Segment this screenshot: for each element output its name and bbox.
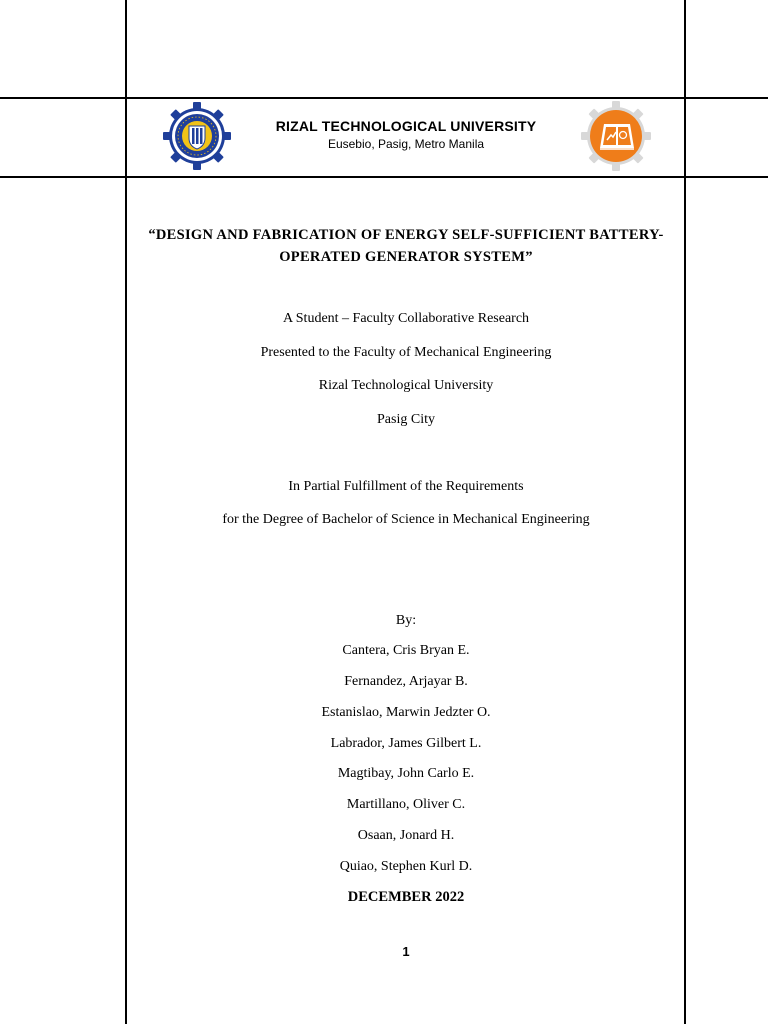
research-title <box>126 224 686 268</box>
submission-date: DECEMBER 2022 <box>347 889 465 905</box>
presentation-line-2: Presented to the Faculty of Mechanical Engineering <box>260 345 552 360</box>
title-line-1: “DESIGN AND FABRICATION OF ENERGY SELF-SUFFICIENT BATTERY- <box>148 227 664 243</box>
author-name: Estanislao, Marwin Jedzter O. <box>321 705 491 720</box>
author-name: Labrador, James Gilbert L. <box>330 736 482 751</box>
presentation-line-3: Rizal Technological University <box>318 378 494 393</box>
header-top-line <box>0 97 768 99</box>
university-address: Eusebio, Pasig, Metro Manila <box>327 137 485 151</box>
author-name: Magtibay, John Carlo E. <box>337 766 475 781</box>
header-bottom-line <box>0 176 768 178</box>
page-number: 1 <box>402 944 410 959</box>
rtu-seal-logo <box>162 101 232 171</box>
author-name: Osaan, Jonard H. <box>357 828 455 843</box>
author-name: Fernandez, Arjayar B. <box>344 674 468 689</box>
author-name: Martillano, Oliver C. <box>346 797 466 812</box>
fulfillment-line-2: for the Degree of Bachelor of Science in Mechanical Engineering <box>222 512 590 527</box>
author-name: Quiao, Stephen Kurl D. <box>339 859 473 874</box>
presentation-line-4: Pasig City <box>377 412 435 427</box>
by-label: By: <box>395 613 417 628</box>
author-name: Cantera, Cris Bryan E. <box>342 643 470 658</box>
university-name: RIZAL TECHNOLOGICAL UNIVERSITY <box>275 118 537 134</box>
fulfillment-line-1: In Partial Fulfillment of the Requirements <box>288 479 524 494</box>
engineering-gear-logo <box>580 100 652 172</box>
presentation-line-1: A Student – Faculty Collaborative Research <box>282 311 530 326</box>
title-line-2: OPERATED GENERATOR SYSTEM” <box>279 249 533 265</box>
